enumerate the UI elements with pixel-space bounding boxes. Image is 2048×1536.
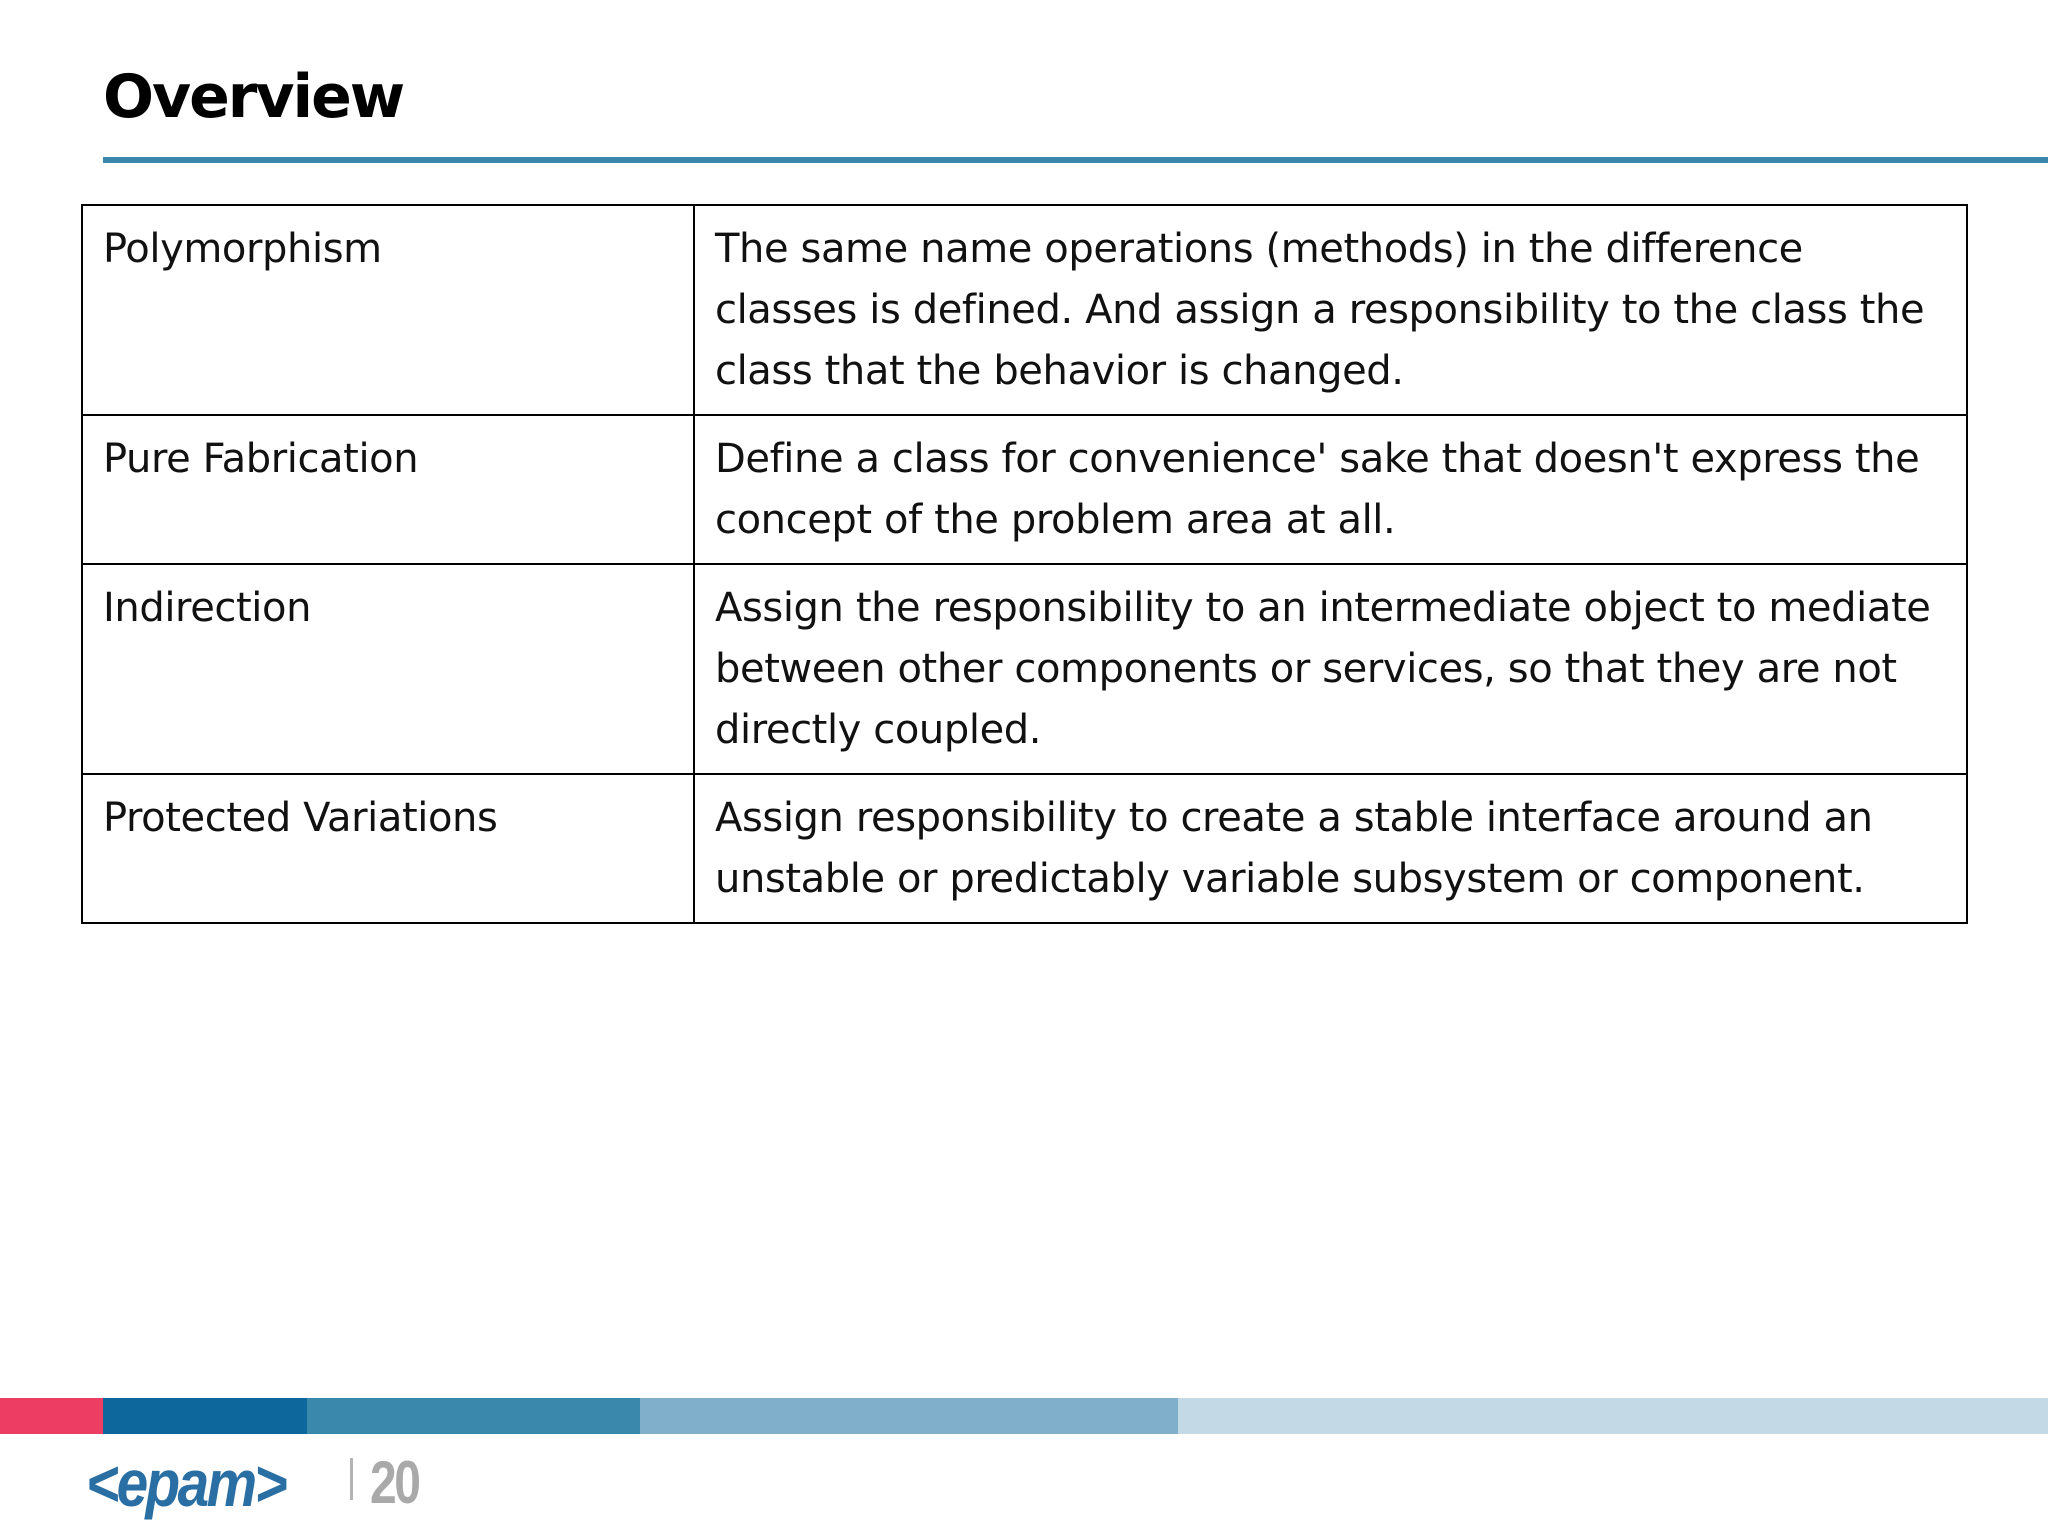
- term-cell: Pure Fabrication: [82, 415, 694, 564]
- epam-logo: <epam>: [86, 1446, 286, 1520]
- description-cell: Assign responsibility to create a stable interface around an unstable or predictably variable subsystem or component.: [694, 774, 1967, 923]
- page-number: 20: [370, 1449, 419, 1516]
- term-cell: Protected Variations: [82, 774, 694, 923]
- footer-bar-segment: [103, 1398, 307, 1434]
- table-row: [82, 564, 1967, 774]
- title-underline: [103, 157, 2048, 163]
- footer-bar-segment: [0, 1398, 103, 1434]
- grasp-patterns-table: [81, 204, 1968, 924]
- footer-bar-segment: [640, 1398, 1178, 1434]
- description-cell: Assign the responsibility to an intermediate object to mediate between other components or services, so that they are not directly coupled.: [694, 564, 1967, 774]
- slide-title: Overview: [103, 62, 404, 132]
- footer-divider: [350, 1458, 353, 1500]
- term-cell: Polymorphism: [82, 205, 694, 415]
- footer-bar-segment: [307, 1398, 640, 1434]
- description-cell: The same name operations (methods) in the difference classes is defined. And assign a responsibility to the class the class that the behavior is changed.: [694, 205, 1967, 415]
- description-cell: Define a class for convenience' sake that doesn't express the concept of the problem area at all.: [694, 415, 1967, 564]
- table-row: [82, 415, 1967, 564]
- table-row: [82, 205, 1967, 415]
- footer-bar-segment: [1178, 1398, 2048, 1434]
- footer-color-bar: [0, 1398, 2048, 1434]
- term-cell: Indirection: [82, 564, 694, 774]
- table-row: [82, 774, 1967, 923]
